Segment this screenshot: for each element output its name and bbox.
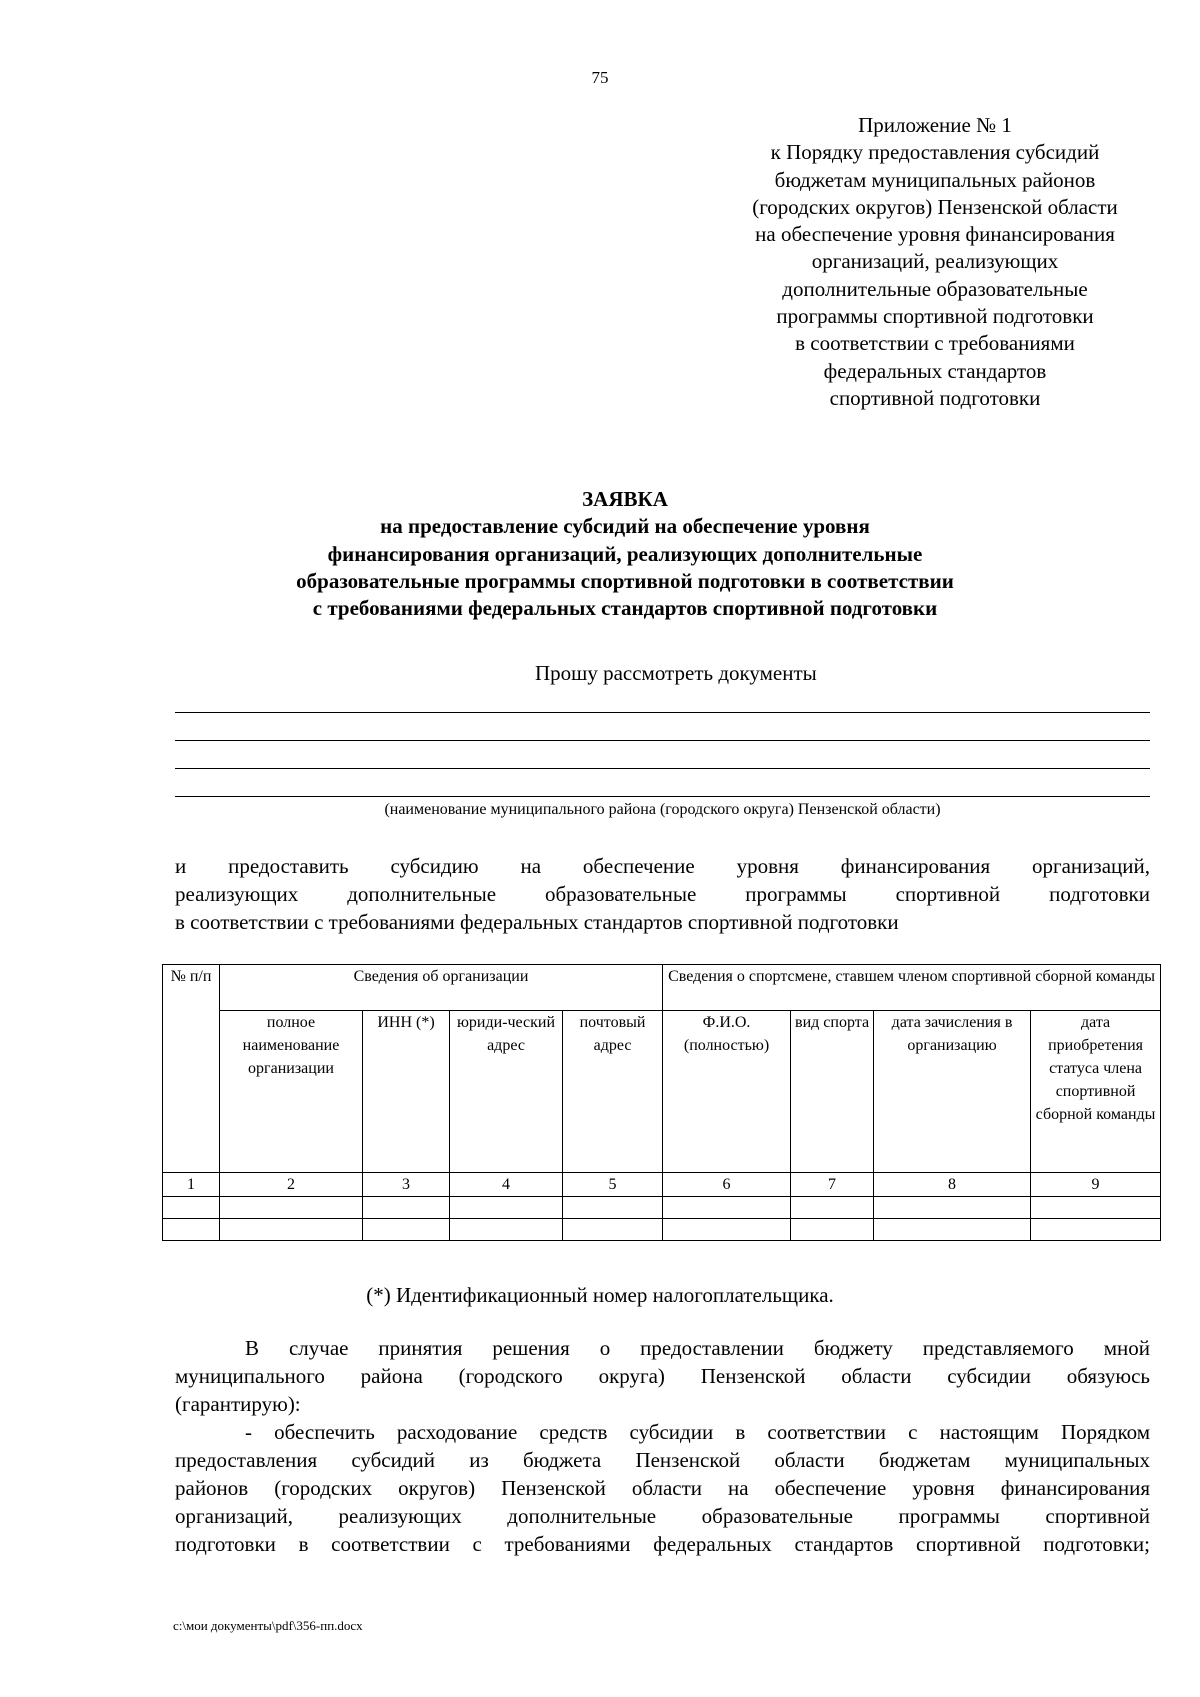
appendix-line: к Порядку предоставления субсидий: [770, 140, 1100, 165]
column-number: 8: [874, 1173, 1031, 1197]
column-number: 7: [791, 1173, 874, 1197]
table-cell: [563, 1219, 663, 1241]
group-header-organization: Сведения об организации: [220, 965, 663, 1011]
paragraph-line: организаций, реализующих дополнительные образовательные программы спортивной: [175, 1504, 1150, 1528]
col-header-inn: ИНН (*): [363, 1011, 450, 1173]
table-cell: [1031, 1197, 1161, 1219]
blank-line: [175, 796, 1150, 797]
appendix-line: в соответствии с требованиями: [795, 331, 1075, 356]
applicants-table: [162, 964, 1161, 1241]
column-number: 5: [563, 1173, 663, 1197]
table-cell: [663, 1197, 791, 1219]
table-cell: [874, 1219, 1031, 1241]
title-heading: ЗАЯВКА: [582, 487, 668, 511]
blank-line: [175, 768, 1150, 769]
col-header-legal-address: юриди-ческий адрес: [450, 1011, 563, 1173]
table-cell: [163, 1197, 220, 1219]
table-cell: [220, 1219, 363, 1241]
table-cell: [791, 1197, 874, 1219]
column-number: 9: [1031, 1173, 1161, 1197]
bullet-paragraph: [175, 1418, 1150, 1558]
table-cell: [791, 1219, 874, 1241]
title-line: финансирования организаций, реализующих дополнительные: [327, 541, 923, 566]
blank-line: [175, 740, 1150, 741]
appendix-line: дополнительные образовательные: [782, 276, 1088, 301]
paragraph-line: предоставления субсидий из бюджета Пензенской области бюджетам муниципальных: [175, 1448, 1150, 1472]
paragraph-line: и предоставить субсидию на обеспечение уровня финансирования организаций,: [175, 854, 1150, 878]
table-cell: [1031, 1219, 1161, 1241]
footnote: (*) Идентификационный номер налогоплательщика.: [366, 1283, 834, 1307]
table-cell: [450, 1197, 563, 1219]
paragraph-line: В случае принятия решения о предоставлении бюджету представляемого мной: [245, 1336, 1150, 1360]
appendix-line: программы спортивной подготовки: [776, 304, 1094, 329]
blank-line: [175, 712, 1150, 713]
paragraph-line: в соответствии с требованиями федеральных стандартов спортивной подготовки: [175, 910, 899, 934]
intro-paragraph: [175, 852, 1150, 908]
paragraph-line: реализующих дополнительные образовательные программы спортивной подготовки: [175, 882, 1150, 906]
appendix-line: организаций, реализующих: [811, 249, 1059, 274]
appendix-line: федеральных стандартов: [823, 358, 1047, 383]
obligation-paragraph-last: [175, 1390, 1150, 1418]
title-line: с требованиями федеральных стандартов спортивной подготовки: [312, 596, 938, 621]
paragraph-line: - обеспечить расходование средств субсидии в соответствии с настоящим Порядком: [245, 1420, 1150, 1444]
appendix-line: бюджетам муниципальных районов: [774, 167, 1096, 192]
col-header-sport: вид спорта: [791, 1011, 874, 1173]
table-cell: [363, 1219, 450, 1241]
obligation-paragraph: [175, 1334, 1150, 1390]
column-number: 3: [363, 1173, 450, 1197]
table-cell: [563, 1197, 663, 1219]
table-cell: [663, 1219, 791, 1241]
col-header-fio: Ф.И.О. (полностью): [663, 1011, 791, 1173]
col-header-full-name: полное наименование организации: [220, 1011, 363, 1173]
paragraph-line: (гарантирую):: [175, 1392, 301, 1416]
request-text: Прошу рассмотреть документы: [535, 661, 817, 685]
table-cell: [220, 1197, 363, 1219]
column-number-row: [163, 1173, 1161, 1197]
table-cell: [874, 1197, 1031, 1219]
title-line: образовательные программы спортивной подготовки в соответствии: [296, 568, 954, 593]
column-number: 2: [220, 1173, 363, 1197]
table-row: [163, 1219, 1161, 1241]
column-number: 1: [163, 1173, 220, 1197]
appendix-line: Приложение № 1: [858, 113, 1012, 137]
group-header-athlete: Сведения о спортсмене, ставшем членом спортивной сборной команды: [663, 965, 1161, 1011]
table-cell: [163, 1219, 220, 1241]
intro-paragraph-last: [175, 908, 1150, 936]
table-row: [163, 1197, 1161, 1219]
col-header-number: № п/п: [163, 965, 220, 1173]
col-header-status-date: дата приобретения статуса члена спортивной сборной команды: [1031, 1011, 1161, 1173]
blank-caption: (наименование муниципального района (городского округа) Пензенской области): [384, 801, 941, 818]
column-number: 6: [663, 1173, 791, 1197]
page-number: 75: [591, 68, 609, 87]
appendix-header: [700, 112, 1170, 412]
paragraph-line: подготовки в соответствии с требованиями федеральных стандартов спортивной подготовки;: [175, 1532, 1150, 1556]
col-header-postal-address: почтовый адрес: [563, 1011, 663, 1173]
title-line: на предоставление субсидий на обеспечение уровня: [380, 514, 870, 539]
table-cell: [450, 1219, 563, 1241]
footer-file-path: c:\мои документы\pdf\356-пп.docx: [173, 1618, 363, 1633]
appendix-line: (городских округов) Пензенской области: [752, 194, 1118, 219]
col-header-enrollment-date: дата зачисления в организацию: [874, 1011, 1031, 1173]
paragraph-line: районов (городских округов) Пензенской области на обеспечение уровня финансирования: [175, 1476, 1150, 1500]
appendix-line: на обеспечение уровня финансирования: [755, 222, 1115, 247]
appendix-line: спортивной подготовки: [829, 385, 1041, 410]
column-number: 4: [450, 1173, 563, 1197]
paragraph-line: муниципального района (городского округа) Пензенской области субсидии обязуюсь: [175, 1364, 1150, 1388]
table-cell: [363, 1197, 450, 1219]
document-title: [160, 486, 1090, 622]
